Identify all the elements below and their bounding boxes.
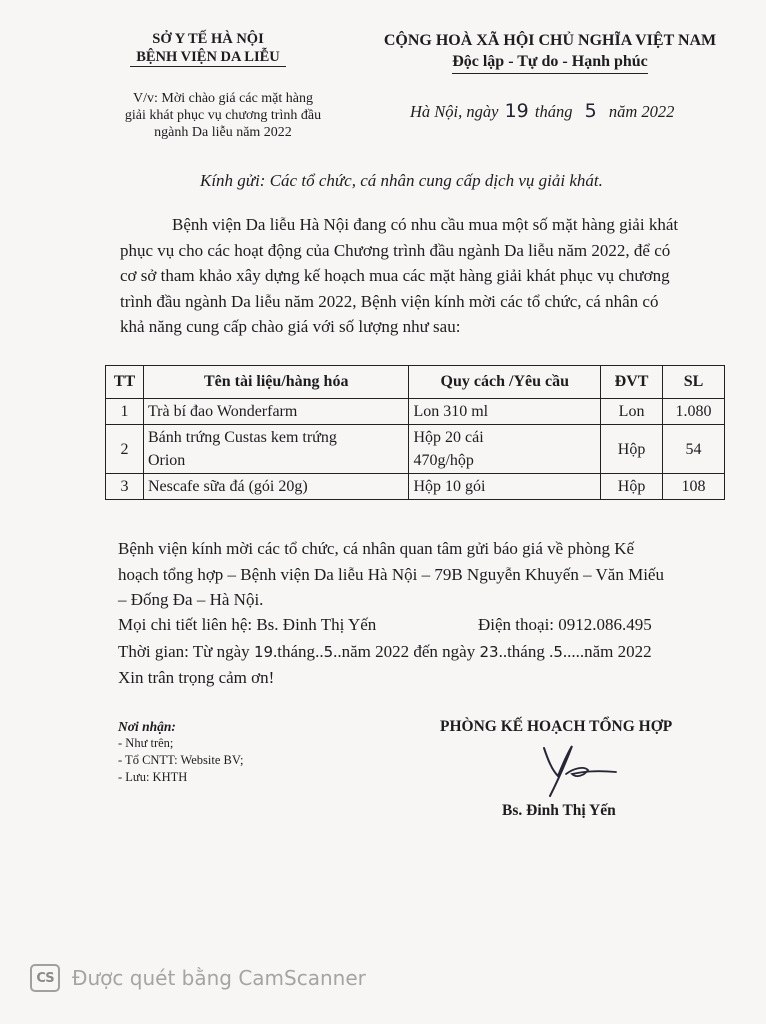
table-header-row (106, 366, 725, 399)
nation-line2: Độc lập - Tự do - Hạnh phúc (452, 51, 648, 74)
cell-unit: Hộp (601, 425, 663, 474)
org-line1: SỞ Y TẾ HÀ NỘI (152, 31, 264, 47)
subject-line1: V/v: Mời chào giá các mặt hàng (132, 91, 313, 106)
cell-spec: Lon 310 ml (409, 399, 601, 425)
cell-name: Nescafe sữa đá (gói 20g) (143, 474, 408, 500)
period-from-year: năm 2022 đến ngày (341, 642, 476, 661)
cell-tt: 1 (106, 399, 144, 425)
handwritten-signature (536, 742, 626, 800)
intro-line: Bệnh viện Da liễu Hà Nội đang có nhu cầu mua một số mặt hàng giải khát (172, 215, 679, 234)
cell-qty: 108 (663, 474, 725, 500)
col-header-spec: Quy cách /Yêu cầu (409, 366, 601, 399)
org-line2: BỆNH VIỆN DA LIỄU (130, 48, 286, 67)
intro-paragraph (120, 212, 760, 340)
goods-table (105, 365, 725, 500)
invitation-line: hoạch tổng hợp – Bệnh viện Da liễu Hà Nội – 79B Nguyễn Khuyến – Văn Miếu (118, 564, 664, 584)
cell-spec-line1: Hộp 20 cái (413, 429, 484, 446)
period-to-month: 5 (553, 643, 563, 661)
camscanner-text: Được quét bằng CamScanner (72, 966, 366, 990)
date-day: 19 (504, 100, 529, 122)
period-from-month: 5 (323, 643, 334, 661)
period-to-day: 23 (479, 643, 499, 661)
table-row (106, 474, 725, 500)
recipients-title: Nơi nhận: (118, 719, 176, 734)
offer-period: Thời gian: Từ ngày 19.tháng..5..năm 2022 đến ngày 23..tháng .5.....năm 2022 (118, 642, 652, 661)
subject-block (78, 90, 368, 141)
national-motto (360, 30, 740, 74)
cell-name-line2: Orion (147, 452, 186, 469)
table-row (106, 399, 725, 425)
document-date (410, 100, 674, 122)
cell-qty: 1.080 (663, 399, 725, 425)
recipient-item: - Tổ CNTT: Website BV; (118, 753, 244, 767)
cell-spec-line2: 470g/hộp (413, 452, 474, 469)
cell-unit: Hộp (601, 474, 663, 500)
period-from-month-label: tháng (277, 642, 316, 661)
cell-name-line1: Bánh trứng Custas kem trứng (147, 429, 337, 446)
invitation-paragraph (118, 536, 758, 613)
subject-line2: giải khát phục vụ chương trình đầu (124, 108, 322, 123)
cell-spec: Hộp 10 gói (409, 474, 601, 500)
intro-line: khả năng cung cấp chào giá với số lượng như sau: (120, 317, 461, 336)
invitation-line: Bệnh viện kính mời các tổ chức, cá nhân quan tâm gửi báo giá về phòng Kế (118, 539, 635, 558)
period-to-year: năm 2022 (584, 642, 652, 661)
cell-tt: 2 (106, 425, 144, 474)
signer-name: Bs. Đinh Thị Yến (502, 802, 616, 819)
contact-phone: Điện thoại: 0912.086.495 (478, 615, 652, 634)
contact-person: Mọi chi tiết liên hệ: Bs. Đinh Thị Yến (118, 615, 377, 634)
subject-line3: ngành Da liễu năm 2022 (154, 125, 292, 140)
signing-department: PHÒNG KẾ HOẠCH TỔNG HỢP (440, 718, 673, 735)
intro-line: phục vụ cho các hoạt động của Chương trình đầu ngành Da liễu năm 2022, để có (120, 240, 671, 260)
recipient-item: - Như trên; (118, 736, 174, 750)
period-label: Thời gian: Từ ngày (118, 642, 250, 661)
table-row (106, 425, 725, 474)
date-month: 5 (584, 100, 597, 122)
camscanner-watermark (30, 963, 366, 993)
intro-line: cơ sở tham khảo xây dựng kế hoạch mua các mặt hàng giải khát phục vụ chương (120, 266, 670, 285)
date-prefix: Hà Nội, ngày (410, 102, 499, 121)
thanks: Xin trân trọng cảm ơn! (118, 668, 275, 687)
invitation-line: – Đống Đa – Hà Nội. (118, 590, 264, 609)
greeting: Kính gửi: Các tổ chức, cá nhân cung cấp dịch vụ giải khát. (200, 171, 603, 190)
recipient-item: - Lưu: KHTH (118, 770, 188, 784)
cell-spec (409, 425, 601, 474)
period-to-month-label: tháng (507, 642, 545, 661)
cell-name: Trà bí đao Wonderfarm (143, 399, 408, 425)
col-header-name: Tên tài liệu/hàng hóa (143, 366, 408, 399)
recipients-block (118, 718, 243, 786)
col-header-qty: SL (663, 366, 725, 399)
cell-tt: 3 (106, 474, 144, 500)
col-header-unit: ĐVT (601, 366, 663, 399)
issuing-organization (108, 30, 308, 67)
intro-line: trình đầu ngành Da liễu năm 2022, Bệnh viện kính mời các tổ chức, cá nhân có (120, 291, 659, 311)
date-year: năm 2022 (608, 102, 675, 121)
date-month-label: tháng (534, 102, 573, 121)
period-from-day: 19 (253, 643, 274, 661)
nation-line1: CỘNG HOÀ XÃ HỘI CHỦ NGHĨA VIỆT NAM (383, 32, 717, 49)
cell-name (143, 425, 408, 474)
camscanner-logo-icon: CS (30, 964, 60, 992)
cell-qty: 54 (663, 425, 725, 474)
col-header-tt: TT (106, 366, 144, 399)
cell-unit: Lon (601, 399, 663, 425)
